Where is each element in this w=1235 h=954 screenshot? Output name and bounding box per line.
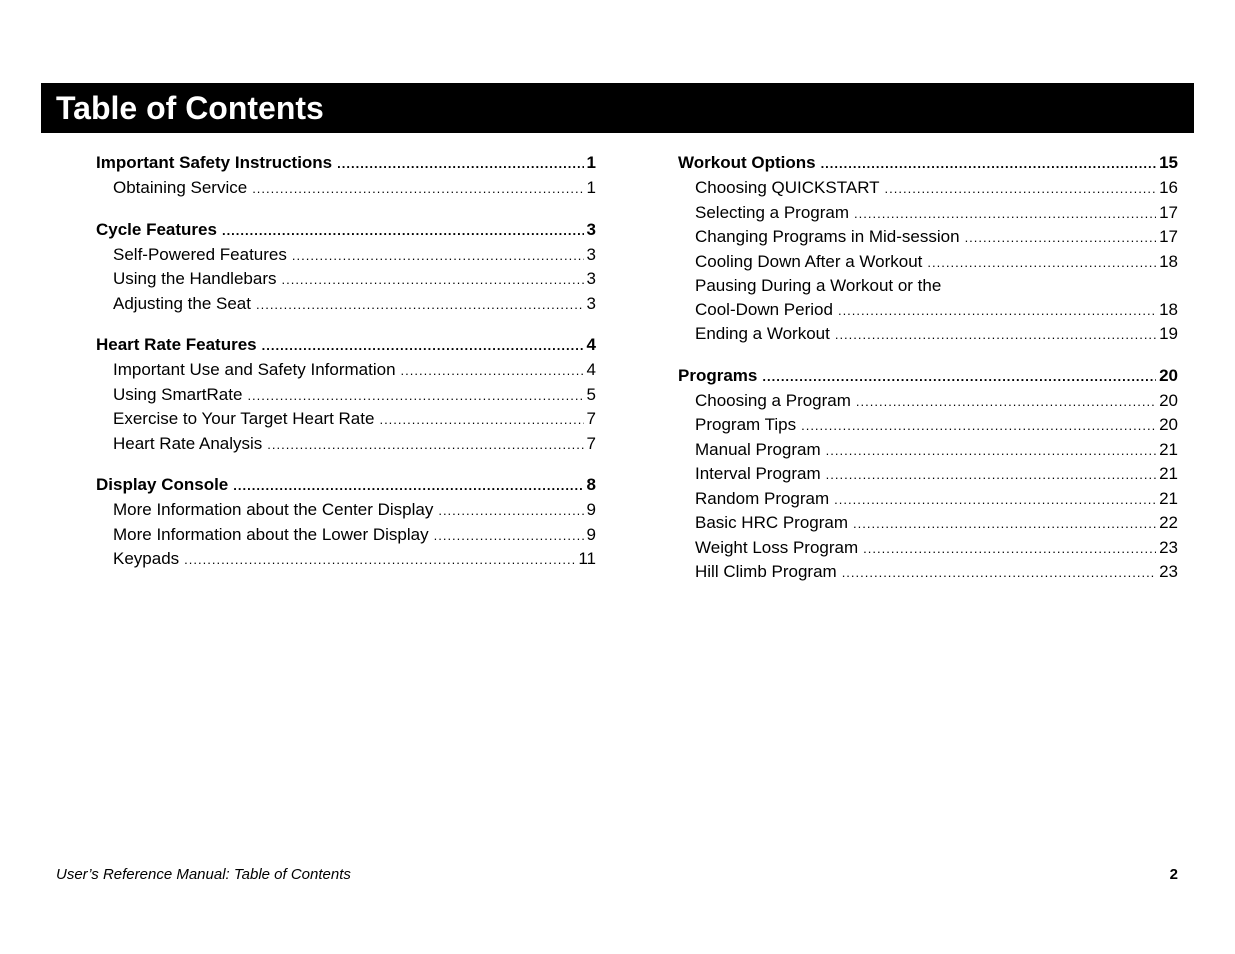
- toc-entry-page: 15: [1159, 153, 1178, 172]
- toc-entry-label: Selecting a Program: [695, 202, 850, 222]
- toc-entry-page: 17: [1159, 202, 1178, 222]
- toc-entry-label: Changing Programs in Mid-session: [695, 227, 960, 246]
- toc-entry-page: 17: [1159, 227, 1178, 246]
- toc-entry-label: Choosing QUICKSTART: [695, 178, 880, 197]
- toc-entry-label: More Information about the Lower Display: [113, 524, 429, 544]
- toc-entry-label: Manual Program: [695, 439, 821, 459]
- toc-entry[interactable]: [96, 498, 596, 523]
- toc-section: [96, 150, 596, 201]
- toc-entry-page: 23: [1159, 537, 1178, 557]
- toc-entry-label-line1: Pausing During a Workout or the: [695, 276, 942, 295]
- toc-entry[interactable]: [96, 432, 596, 457]
- toc-entry[interactable]: [96, 383, 596, 408]
- dot-leader: [826, 463, 1156, 487]
- toc-section: [678, 363, 1178, 585]
- toc-entry-label: Programs: [678, 365, 758, 385]
- toc-entry[interactable]: [678, 225, 1178, 250]
- toc-entry[interactable]: [96, 267, 596, 292]
- dot-leader: [401, 359, 584, 383]
- dot-leader: [247, 384, 583, 408]
- toc-entry[interactable]: [96, 176, 596, 201]
- toc-entry-label: Choosing a Program: [695, 390, 851, 410]
- toc-entry-label: Cycle Features: [96, 219, 217, 239]
- dot-leader: [826, 439, 1156, 463]
- toc-entry-page: 18: [1159, 299, 1178, 319]
- toc-entry-page: 23: [1159, 562, 1178, 581]
- toc-entry-page: 7: [586, 433, 596, 453]
- toc-entry-label: More Information about the Center Display: [113, 500, 434, 519]
- dot-leader: [762, 364, 1156, 389]
- dot-leader: [854, 202, 1156, 226]
- toc-entry[interactable]: [678, 201, 1178, 226]
- toc-entry-page: 22: [1159, 513, 1178, 532]
- toc-entry-page: 7: [586, 409, 596, 428]
- dot-leader: [252, 177, 583, 201]
- dot-leader: [379, 408, 583, 432]
- toc-entry-label: Hill Climb Program: [695, 562, 837, 581]
- toc-entry-label: Cool-Down Period: [695, 299, 833, 319]
- toc-heading[interactable]: [96, 217, 596, 243]
- toc-entry-label: Heart Rate Features: [96, 335, 257, 354]
- toc-entry-label: Workout Options: [678, 153, 816, 172]
- toc-entry[interactable]: [96, 358, 596, 383]
- toc-entry-page: 4: [586, 335, 596, 354]
- toc-entry-page: 9: [586, 500, 596, 519]
- toc-entry[interactable]: [96, 407, 596, 432]
- toc-entry[interactable]: [678, 487, 1178, 512]
- dot-leader: [337, 151, 583, 176]
- dot-leader: [885, 177, 1157, 201]
- toc-heading[interactable]: [96, 472, 596, 498]
- toc-entry-page: 18: [1159, 251, 1178, 271]
- toc-entry[interactable]: [96, 547, 596, 572]
- dot-leader: [256, 293, 584, 317]
- dot-leader: [267, 433, 583, 457]
- toc-entry-label: Using the Handlebars: [113, 269, 277, 288]
- dot-leader: [233, 473, 583, 498]
- toc-entry[interactable]: [678, 298, 1178, 323]
- toc-entry-label: Program Tips: [695, 415, 797, 434]
- toc-entry[interactable]: [678, 389, 1178, 414]
- toc-entry-page: 1: [586, 153, 596, 172]
- dot-leader: [856, 390, 1156, 414]
- toc-heading[interactable]: [96, 150, 596, 176]
- toc-entry-label: Heart Rate Analysis: [113, 433, 263, 453]
- toc-entry-page: 5: [586, 384, 596, 404]
- dot-leader: [801, 414, 1156, 438]
- toc-entry[interactable]: [678, 438, 1178, 463]
- toc-entry[interactable]: [678, 250, 1178, 275]
- dot-leader: [262, 333, 584, 358]
- toc-entry[interactable]: [678, 560, 1178, 585]
- toc-entry-label: Self-Powered Features: [113, 244, 287, 264]
- toc-section: [678, 150, 1178, 347]
- toc-entry[interactable]: [678, 511, 1178, 536]
- dot-leader: [853, 512, 1156, 536]
- toc-entry-page: 4: [586, 360, 596, 379]
- dot-leader: [821, 151, 1157, 176]
- toc-entry-label: Cooling Down After a Workout: [695, 251, 923, 271]
- toc-heading[interactable]: [678, 363, 1178, 389]
- toc-section: [96, 332, 596, 456]
- toc-entry-label: Adjusting the Seat: [113, 293, 251, 313]
- toc-entry-page: 21: [1159, 488, 1178, 508]
- dot-leader: [222, 218, 584, 243]
- toc-entry[interactable]: [96, 523, 596, 548]
- toc-entry-label: Exercise to Your Target Heart Rate: [113, 409, 375, 428]
- title-bar: [41, 83, 1194, 133]
- toc-entry-page: 8: [586, 475, 596, 494]
- toc-entry-label: Interval Program: [695, 464, 821, 483]
- toc-entry-label: Important Safety Instructions: [96, 153, 333, 172]
- toc-column-left: [96, 150, 596, 588]
- toc-entry[interactable]: [678, 462, 1178, 487]
- toc-entry[interactable]: [96, 243, 596, 268]
- toc-entry-label: Important Use and Safety Information: [113, 360, 396, 379]
- toc-entry-page: 3: [586, 219, 596, 239]
- dot-leader: [434, 524, 584, 548]
- toc-entry-page: 21: [1159, 439, 1178, 459]
- toc-entry-label: Basic HRC Program: [695, 513, 849, 532]
- toc-entry-label: Using SmartRate: [113, 384, 243, 404]
- dot-leader: [184, 548, 575, 572]
- dot-leader: [835, 323, 1156, 347]
- dot-leader: [863, 537, 1156, 561]
- footer-page-number: 2: [1169, 866, 1178, 883]
- toc-column-right: [678, 150, 1178, 601]
- toc-heading[interactable]: [96, 332, 596, 358]
- toc-section: [96, 472, 596, 572]
- toc-entry-page: 20: [1159, 365, 1178, 385]
- toc-entry-label: Weight Loss Program: [695, 537, 859, 557]
- toc-entry[interactable]: [96, 292, 596, 317]
- toc-entry-label: Display Console: [96, 475, 229, 494]
- footer-title: User’s Reference Manual: Table of Contents: [56, 866, 351, 883]
- toc-entry-label: Random Program: [695, 488, 830, 508]
- toc-entry[interactable]: [678, 413, 1178, 438]
- page-title: Table of Contents: [56, 90, 324, 126]
- toc-entry-page: 3: [586, 244, 596, 264]
- toc-entry-page: 20: [1159, 415, 1178, 434]
- toc-section: [96, 217, 596, 317]
- dot-leader: [438, 499, 583, 523]
- toc-entry[interactable]: [678, 536, 1178, 561]
- dot-leader: [927, 251, 1156, 275]
- toc-entry-page: 3: [586, 269, 596, 288]
- toc-entry-page: 1: [586, 178, 596, 197]
- dot-leader: [838, 299, 1156, 323]
- toc-entry-page: 19: [1159, 324, 1178, 343]
- toc-entry-page: 20: [1159, 390, 1178, 410]
- toc-entry-page: 9: [586, 524, 596, 544]
- toc-entry-label: Ending a Workout: [695, 324, 830, 343]
- dot-leader: [842, 561, 1156, 585]
- dot-leader: [834, 488, 1156, 512]
- dot-leader: [965, 226, 1157, 250]
- toc-entry-label: Obtaining Service: [113, 178, 248, 197]
- toc-entry[interactable]: [678, 322, 1178, 347]
- toc-entry-page: 21: [1159, 464, 1178, 483]
- toc-entry-page: 16: [1159, 178, 1178, 197]
- dot-leader: [292, 244, 584, 268]
- toc-entry-page: 11: [578, 549, 596, 568]
- dot-leader: [281, 268, 583, 292]
- toc-heading[interactable]: [678, 150, 1178, 176]
- toc-entry[interactable]: [678, 176, 1178, 201]
- toc-entry-page: 3: [586, 293, 596, 313]
- toc-entry-label: Keypads: [113, 549, 180, 568]
